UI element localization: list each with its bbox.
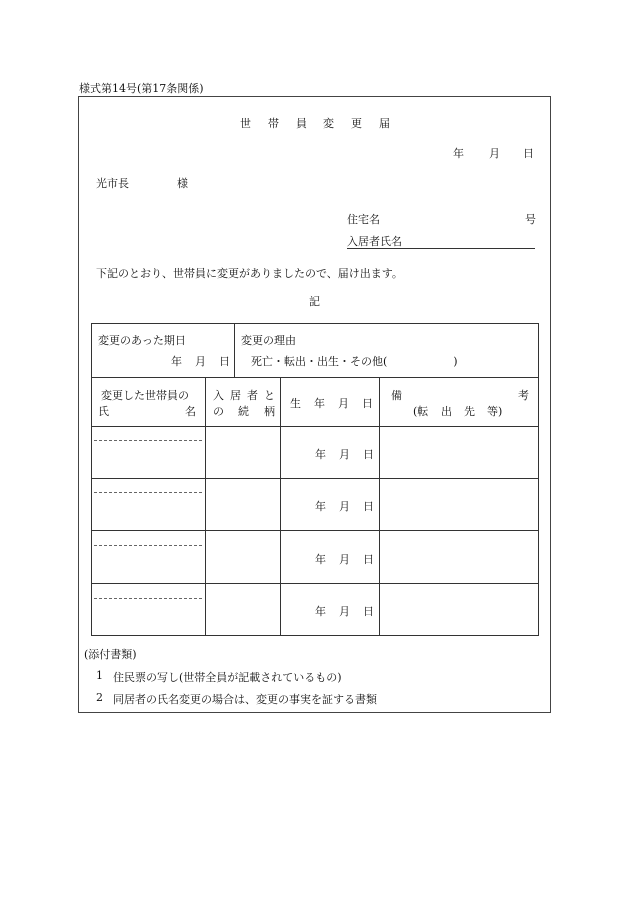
date-year: 年	[453, 147, 464, 160]
table-divider	[379, 377, 380, 636]
table-divider	[91, 478, 539, 479]
header-member-name-a: 氏	[98, 405, 109, 418]
title-char: 変	[323, 117, 334, 130]
name-kana-divider	[94, 492, 202, 493]
statement-text: 下記のとおり、世帯員に変更がありましたので、届け出ます。	[96, 267, 403, 280]
change-date-label: 変更のあった期日	[98, 334, 186, 347]
header-notes-b: 考	[518, 389, 529, 402]
change-date-year: 年	[171, 355, 182, 368]
form-number: 様式第14号(第17条関係)	[79, 82, 204, 95]
applicant-name-underline	[347, 248, 535, 249]
table-border-bottom	[91, 635, 539, 636]
header-relation-char: 居	[230, 389, 241, 402]
row-birth-year: 年	[315, 553, 326, 566]
row-birth-day: 日	[363, 605, 374, 618]
applicant-name-label: 入居者氏名	[347, 235, 402, 248]
header-relation-char: と	[264, 389, 275, 402]
attachment-text: 同居者の氏名変更の場合は、変更の事実を証する書類	[113, 693, 377, 706]
attachment-num: 1	[96, 669, 103, 682]
addressee-honorific: 様	[177, 177, 188, 190]
title-char: 届	[379, 117, 390, 130]
row-birth-day: 日	[363, 500, 374, 513]
table-divider	[91, 583, 539, 584]
title-char: 帯	[268, 117, 279, 130]
number-suffix: 号	[525, 213, 536, 226]
row-birth-year: 年	[315, 500, 326, 513]
row-birth-day: 日	[363, 553, 374, 566]
row-birth-year: 年	[315, 605, 326, 618]
row-birth-year: 年	[315, 448, 326, 461]
attachment-num: 2	[96, 691, 103, 704]
ki-label: 記	[309, 295, 320, 308]
row-birth-month: 月	[339, 500, 350, 513]
header-member: 変更した世帯員の	[101, 389, 189, 402]
table-divider	[234, 323, 235, 378]
name-kana-divider	[94, 545, 202, 546]
header-relation-char: 者	[247, 389, 258, 402]
addressee-name: 光市長	[96, 177, 129, 190]
date-month: 月	[489, 147, 500, 160]
header-birth-char: 月	[338, 397, 349, 410]
attachment-text: 住民票の写し(世帯全員が記載されているもの)	[113, 671, 342, 684]
header-birth-char: 日	[362, 397, 373, 410]
title-char: 更	[351, 117, 362, 130]
change-date-day: 日	[219, 355, 230, 368]
table-divider	[91, 530, 539, 531]
header-birth-char: 生	[290, 397, 301, 410]
header-relation-char: 続	[238, 405, 249, 418]
address-label: 住宅名	[347, 213, 380, 226]
header-relation-char: の	[213, 405, 224, 418]
header-relation-char: 柄	[264, 405, 275, 418]
row-birth-month: 月	[339, 605, 350, 618]
name-kana-divider	[94, 440, 202, 441]
table-divider	[91, 377, 539, 378]
header-notes-sub: 出	[441, 405, 452, 418]
table-divider	[205, 377, 206, 636]
table-divider	[91, 426, 539, 427]
attachments-heading: (添付書類)	[84, 648, 137, 661]
table-border-left	[91, 323, 92, 636]
name-kana-divider	[94, 598, 202, 599]
title-char: 員	[296, 117, 307, 130]
header-relation-char: 入	[213, 389, 224, 402]
table-border-right	[538, 323, 539, 636]
header-notes-a: 備	[391, 389, 402, 402]
title-char: 世	[240, 117, 251, 130]
change-reason-options: 死亡・転出・出生・その他( )	[251, 355, 458, 368]
header-member-name-b: 名	[185, 405, 196, 418]
change-date-month: 月	[195, 355, 206, 368]
date-day: 日	[523, 147, 534, 160]
change-reason-label: 変更の理由	[241, 334, 296, 347]
row-birth-month: 月	[339, 448, 350, 461]
header-notes-sub: 先	[464, 405, 475, 418]
header-birth-char: 年	[314, 397, 325, 410]
row-birth-day: 日	[363, 448, 374, 461]
header-notes-sub: (転	[413, 405, 429, 418]
table-divider	[280, 377, 281, 636]
header-notes-sub: 等)	[487, 405, 503, 418]
row-birth-month: 月	[339, 553, 350, 566]
table-border-top	[91, 323, 539, 324]
